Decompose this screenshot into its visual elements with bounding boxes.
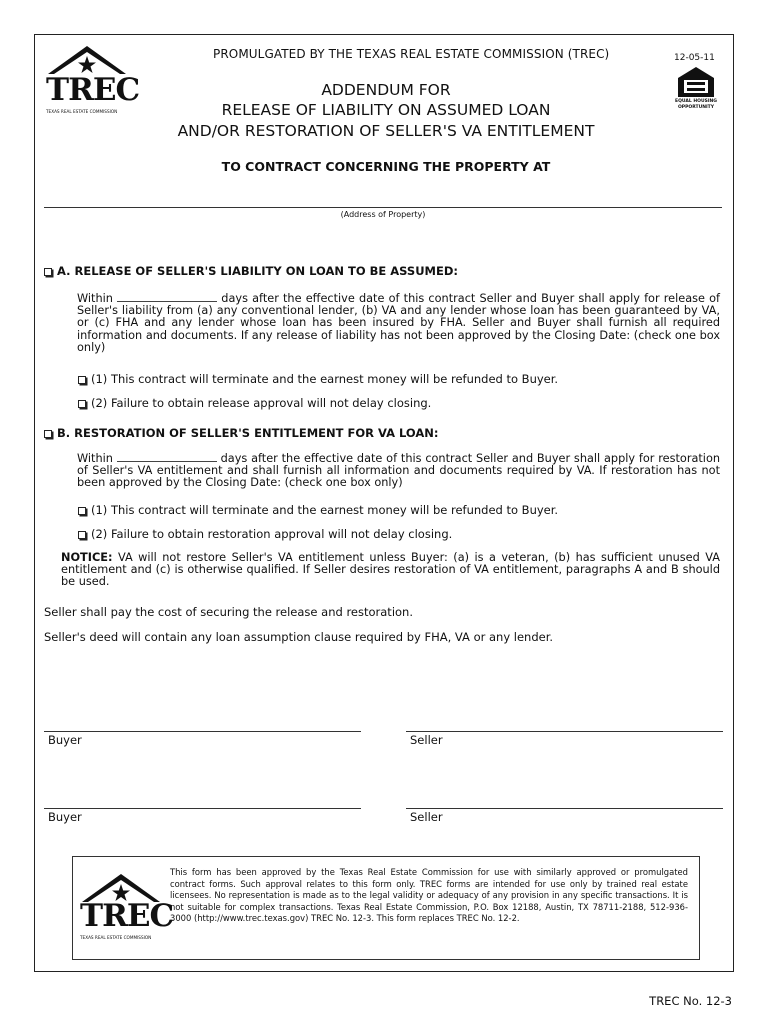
logo-caption: TEXAS REAL ESTATE COMMISSION [46, 109, 118, 114]
seller-1-label: Seller [410, 733, 443, 747]
address-caption: (Address of Property) [340, 210, 426, 219]
seller-2-signature-line[interactable] [406, 808, 723, 809]
section-a-option-1 [78, 372, 558, 386]
trec-logo [44, 44, 140, 118]
title-line-3: AND/OR RESTORATION OF SELLER'S VA ENTITLEMENT [177, 122, 595, 140]
footer-logo-text: TREC [80, 898, 174, 934]
promulgated-text: PROMULGATED BY THE TEXAS REAL ESTATE COMMISSION (TREC) [213, 47, 610, 61]
section-b-option-2 [78, 527, 452, 541]
address-field-line[interactable] [44, 207, 722, 208]
section-b-option-2-checkbox[interactable] [78, 531, 86, 539]
equal-housing-logo [674, 66, 718, 114]
footer-disclaimer: This form has been approved by the Texas Real Estate Commission for use with similarly approved or promulgated contract forms. Such approval relates to this form only. TREC forms are intended for use only by trained real estate licensees. No representation is made as to the legal validity or adequacy of any provision in any specific transactions. It is not suitable for complex transactions. Texas Real Estate Commission, P.O. Box 12188, Austin, TX 78711-2188, 512-936-3000 (http://www.trec.texas.gov) TREC No. 12-3. This form replaces TREC No. 12-2. [170, 867, 688, 924]
form-number: TREC No. 12-3 [649, 994, 732, 1008]
section-b-paragraph [77, 451, 720, 490]
deed-text: Seller's deed will contain any loan assumption clause required by FHA, VA or any lender. [44, 630, 554, 644]
notice-paragraph [61, 552, 720, 589]
section-b-option-2-label: (2) Failure to obtain restoration approval will not delay closing. [91, 527, 453, 541]
section-a-checkbox[interactable] [44, 268, 52, 276]
section-a-days-field[interactable] [117, 291, 217, 302]
eho-caption-2: OPPORTUNITY [677, 105, 714, 110]
buyer-1-signature-line[interactable] [44, 731, 361, 732]
notice-text: VA will not restore Seller's VA entitlement unless Buyer: (a) is a veteran, (b) has sufficient unused VA entitlement and (c) is otherwise qualified. If Seller desires restoration of VA entitlement, paragraphs A and B should be used. [61, 551, 720, 589]
seller-2-label: Seller [410, 810, 443, 824]
section-b-days-field[interactable] [117, 451, 217, 462]
section-a-option-1-checkbox[interactable] [78, 376, 86, 384]
notice-label: NOTICE: [61, 551, 113, 564]
subtitle: TO CONTRACT CONCERNING THE PROPERTY AT [221, 159, 551, 174]
section-b-heading-text: B. RESTORATION OF SELLER'S ENTITLEMENT FOR VA LOAN: [57, 426, 439, 440]
buyer-2-label: Buyer [48, 810, 82, 824]
section-a-option-1-label: (1) This contract will terminate and the earnest money will be refunded to Buyer. [91, 372, 559, 386]
section-b-checkbox[interactable] [44, 430, 52, 438]
section-b-within: Within [77, 452, 113, 465]
section-a-option-2-label: (2) Failure to obtain release approval will not delay closing. [91, 396, 432, 410]
section-a-paragraph [77, 291, 720, 354]
title-line-2: RELEASE OF LIABILITY ON ASSUMED LOAN [221, 101, 551, 119]
section-b-option-1-label: (1) This contract will terminate and the earnest money will be refunded to Buyer. [91, 503, 559, 517]
buyer-2-signature-line[interactable] [44, 808, 361, 809]
eho-caption-1: EQUAL HOUSING [675, 99, 717, 104]
buyer-1-label: Buyer [48, 733, 82, 747]
section-b-option-1-checkbox[interactable] [78, 507, 86, 515]
section-a-within: Within [77, 292, 113, 305]
title-line-1: ADDENDUM FOR [321, 81, 451, 99]
cost-text: Seller shall pay the cost of securing the release and restoration. [44, 605, 413, 619]
logo-text: TREC [46, 72, 140, 108]
footer-logo-caption: TEXAS REAL ESTATE COMMISSION [80, 935, 152, 940]
section-b-heading [44, 426, 439, 440]
section-a-heading [44, 264, 458, 278]
section-a-heading-text: A. RELEASE OF SELLER'S LIABILITY ON LOAN TO BE ASSUMED: [57, 264, 459, 278]
section-a-option-2 [78, 396, 431, 410]
form-date: 12-05-11 [674, 53, 715, 63]
section-a-text: days after the effective date of this contract Seller and Buyer shall apply for release of Seller's liability from (a) any conventional lender, (b) VA and any lender whose loan has been guaranteed by VA, or (c) FHA and any lender whose loan has been insured by FHA. Seller and Buyer shall furnish all required information and documents. If any release of liability has not been approved by the Closing Date: (check one box only) [77, 292, 721, 354]
footer-trec-logo [78, 872, 174, 944]
section-a-option-2-checkbox[interactable] [78, 400, 86, 408]
section-b-text: days after the effective date of this contract Seller and Buyer shall apply for restoration of Seller's VA entitlement and shall furnish all information and documents required by VA. If restoration has not been approved by the Closing Date: (check one box only) [77, 452, 721, 490]
seller-1-signature-line[interactable] [406, 731, 723, 732]
section-b-option-1 [78, 503, 558, 517]
equal-housing-icon [674, 66, 718, 98]
